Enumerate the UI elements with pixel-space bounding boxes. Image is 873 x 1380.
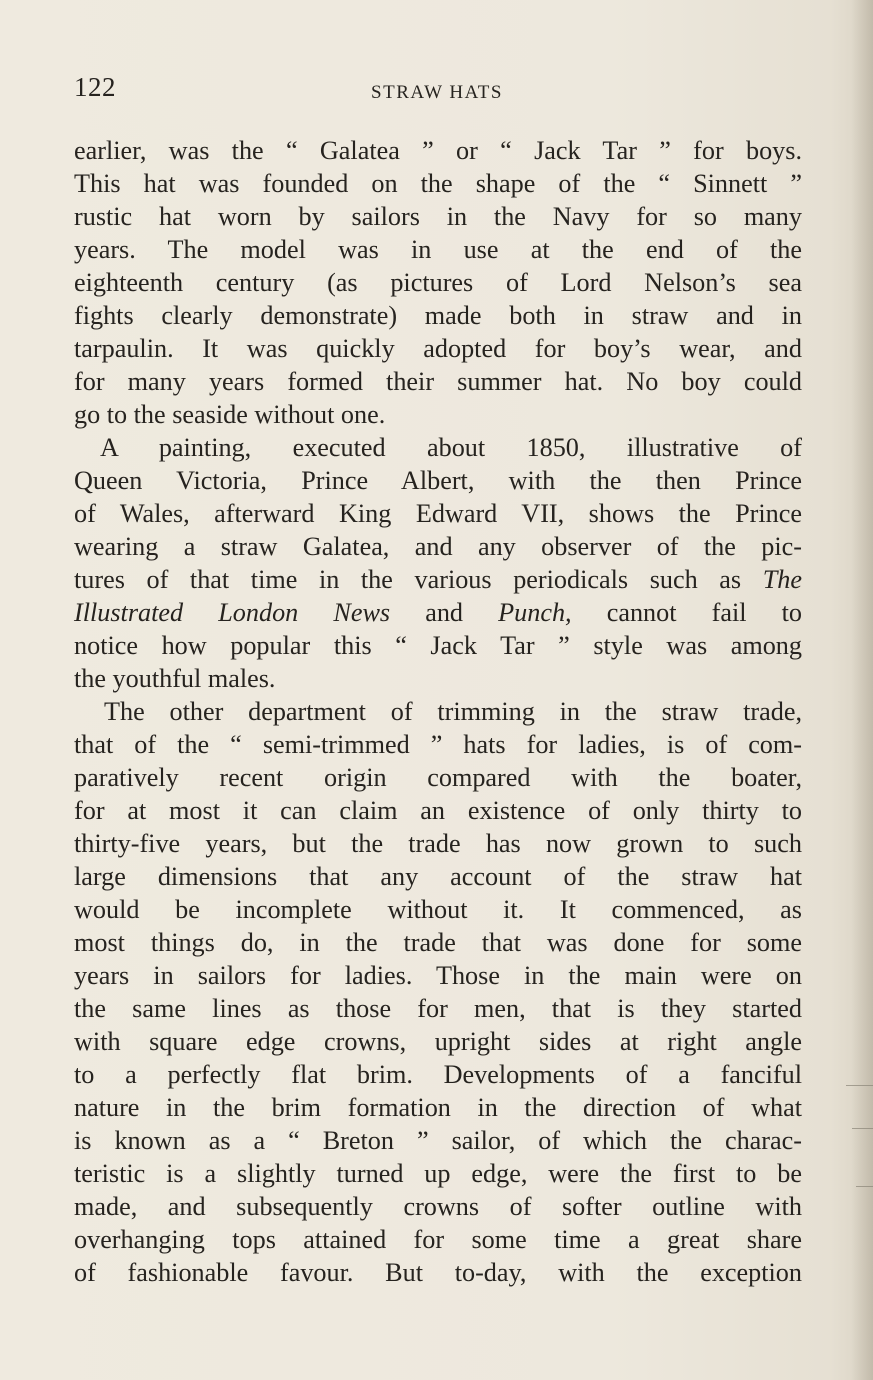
text-line: Queen Victoria, Prince Albert, with the then Prince [74,466,802,495]
text-line: of Wales, afterward King Edward VII, shows the Prince [74,499,802,528]
text-line: paratively recent origin compared with the boater, [74,763,802,792]
text-line: The other department of trimming in the straw trade, [104,697,802,726]
text-line: overhanging tops attained for some time a great share [74,1225,802,1254]
text-line: This hat was founded on the shape of the “ Sinnett ” [74,169,802,198]
text-line: rustic hat worn by sailors in the Navy for so many [74,202,802,231]
text-line: teristic is a slightly turned up edge, were the first to be [74,1159,802,1188]
text-segment: tures of that time in the various periodicals such as [74,565,742,594]
text-line: the youthful males. [74,664,276,693]
text-line: earlier, was the “ Galatea ” or “ Jack Tar ” for boys. [74,136,802,165]
text-line: for at most it can claim an existence of only thirty to [74,796,802,825]
text-line: the same lines as those for men, that is they started [74,994,802,1023]
page-header [74,72,800,106]
text-line: notice how popular this “ Jack Tar ” style was among [74,631,802,660]
text-line: is known as a “ Breton ” sailor, of which the charac- [74,1126,802,1155]
margin-ink-mark [846,1085,873,1086]
body-text [74,134,802,1289]
text-line: thirty-five years, but the trade has now grown to such [74,829,802,858]
text-line: tarpaulin. It was quickly adopted for boy’s wear, and [74,334,802,363]
margin-ink-mark [852,1128,873,1129]
text-line: with square edge crowns, upright sides at right angle [74,1027,802,1056]
text-line [74,563,802,596]
paragraph-3 [74,695,802,1289]
text-line: that of the “ semi-trimmed ” hats for ladies, is of com- [74,730,802,759]
text-line: A painting, executed about 1850, illustrative of [100,433,802,462]
text-line: for many years formed their summer hat. No boy could [74,367,802,396]
text-line: eighteenth century (as pictures of Lord Nelson’s sea [74,268,802,297]
paragraph-1 [74,134,802,431]
italic-title: The [762,565,802,594]
italic-title: Punch, [498,598,572,627]
text-line: nature in the brim formation in the direction of what [74,1093,802,1122]
text-line: fights clearly demonstrate) made both in straw and in [74,301,802,330]
text-line: most things do, in the trade that was done for some [74,928,802,957]
page-number: 122 [74,72,116,102]
text-line: made, and subsequently crowns of softer outline with [74,1192,802,1221]
text-line: wearing a straw Galatea, and any observer of the pic- [74,532,802,561]
text-segment: and [425,598,464,627]
paragraph-2 [74,431,802,695]
italic-title: Illustrated London News [74,598,391,627]
text-segment: cannot fail to [606,598,802,627]
text-line [74,596,802,629]
margin-ink-mark [856,1186,873,1187]
text-line: to a perfectly flat brim. Developments of a fanciful [74,1060,802,1089]
running-head: STRAW HATS [371,82,503,103]
page-edge-shadow [851,0,873,1380]
text-line: large dimensions that any account of the straw hat [74,862,802,891]
text-line: of fashionable favour. But to-day, with the exception [74,1258,802,1287]
text-line: go to the seaside without one. [74,400,386,429]
text-line: would be incomplete without it. It commenced, as [74,895,802,924]
text-line: years. The model was in use at the end of the [74,235,802,264]
text-line: years in sailors for ladies. Those in the main were on [74,961,802,990]
